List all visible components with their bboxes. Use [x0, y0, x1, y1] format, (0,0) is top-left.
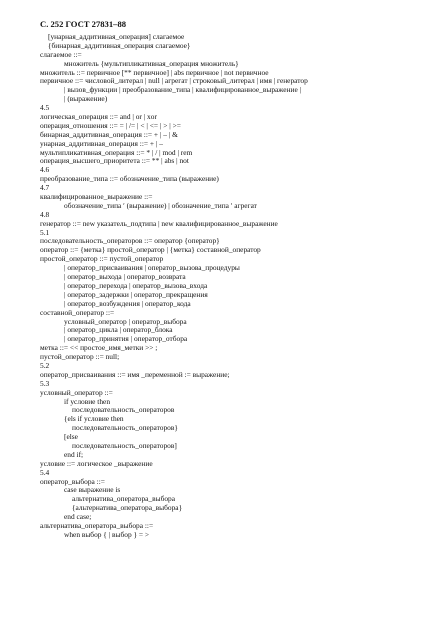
text-line: составной_оператор ::= — [40, 308, 115, 317]
text-line: оператор_выбора ::= — [40, 477, 105, 486]
text-line: 5.4 — [40, 468, 50, 477]
text-line: {els if условие then — [64, 415, 124, 424]
text-line: | вызов_функции | преобразование_типа | квалифицированное_выражение | — [64, 86, 302, 95]
text-line: оператор_присваивания ::= имя _переменной := выражение; — [40, 370, 230, 379]
text-line: последовательность_операторов ::= оператор {оператор} — [40, 237, 220, 246]
text-line: генератор ::= new указатель_подтипа | new квалифицированное_выражение — [40, 219, 278, 228]
text-line: последовательность_операторов} — [72, 424, 178, 433]
text-line: последовательность_операторов] — [72, 441, 177, 450]
text-line: метка ::= << простое_имя_метки >> ; — [40, 344, 158, 353]
text-line: 4.7 — [40, 184, 50, 193]
text-line: операция_отношения ::= = | /= | < | <= | > | >= — [40, 121, 181, 130]
text-line: мультипликативная_операция ::= * | / | mod | rem — [40, 148, 193, 157]
text-line: | оператор_возбуждения | оператор_кода — [64, 299, 191, 308]
text-line: первичное ::= числовой_литерал | null | агрегат | строковый_литерал | имя | генератор — [40, 77, 308, 86]
text-line: 4.6 — [40, 166, 50, 175]
text-line: альтернатива_оператора_выбора — [72, 495, 176, 504]
text-line: end case; — [64, 513, 92, 522]
text-line: 4.5 — [40, 104, 50, 113]
text-line: последовательность_операторов — [72, 406, 175, 415]
text-line: [унарная_аддитивная_операция] слагаемое — [48, 33, 185, 41]
text-line: оператор ::= {метка} простой_оператор | {метка} составной_оператор — [40, 246, 261, 255]
text-line: унарная_аддитивная_операция ::= + | – — [40, 139, 163, 148]
text-line: условный_оператор | оператор_выбора — [64, 317, 187, 326]
text-line: множитель ::= первичное [** первичное] | abs первичное | not первичное — [40, 68, 269, 77]
text-line: условие ::= логическое _выражение — [40, 459, 153, 468]
text-line: | оператор_присваивания | оператор_вызова_процедуры — [64, 264, 240, 273]
grammar-text-block — [40, 33, 414, 540]
text-line: 4.8 — [40, 210, 50, 219]
text-line: | оператор_выхода | оператор_возврата — [64, 273, 186, 282]
text-line: | оператор_цикла | оператор_блока — [64, 326, 173, 335]
text-line: when выбор { | выбор } = > — [64, 530, 150, 539]
text-line: 5.3 — [40, 379, 50, 388]
text-line: обозначение_типа ʹ (выражение) | обозначение_типа ʹ агрегат — [64, 201, 257, 210]
text-line: простой_оператор ::= пустой_оператор — [40, 255, 164, 264]
text-line: условный_оператор ::= — [40, 388, 113, 397]
text-line: операция_высшего_приоритета ::= ** | abs | not — [40, 157, 189, 166]
text-line: | оператор_принятия | оператор_отбора — [64, 335, 188, 344]
text-line: пустой_оператор ::= null; — [40, 353, 120, 362]
text-line: | оператор_перехода | оператор_вызова_входа — [64, 281, 208, 290]
page-header: С. 252 ГОСТ 27831–88 — [40, 19, 127, 29]
text-line: бинарная_аддитивная_операция ::= + | – | & — [40, 130, 178, 139]
text-line: слагаемое ::= — [40, 50, 82, 59]
text-line: 5.2 — [40, 361, 50, 370]
text-line: преобразование_типа ::= обозначение_типа (выражение) — [40, 175, 219, 184]
text-line: if условие then — [64, 397, 111, 406]
text-line: множитель {мультипликативная_операция множитель} — [64, 59, 239, 68]
text-line: {бинарная_аддитивная_операция слагаемое} — [48, 41, 191, 50]
text-line: альтернатива_оператора_выбора ::= — [40, 521, 154, 530]
text-line: логическая_операция ::= and | or | xor — [40, 113, 157, 122]
text-line: квалифицированное_выражение ::= — [40, 193, 153, 202]
text-line: end if; — [64, 450, 84, 459]
text-line: | (выражение) — [64, 95, 108, 104]
text-line: [else — [64, 433, 78, 442]
text-line: {альтернатива_оператора_выбора} — [72, 504, 183, 513]
text-line: 5.1 — [40, 228, 50, 237]
text-line: case выражение is — [64, 486, 121, 495]
text-line: | оператор_задержки | оператор_прекращения — [64, 290, 208, 299]
